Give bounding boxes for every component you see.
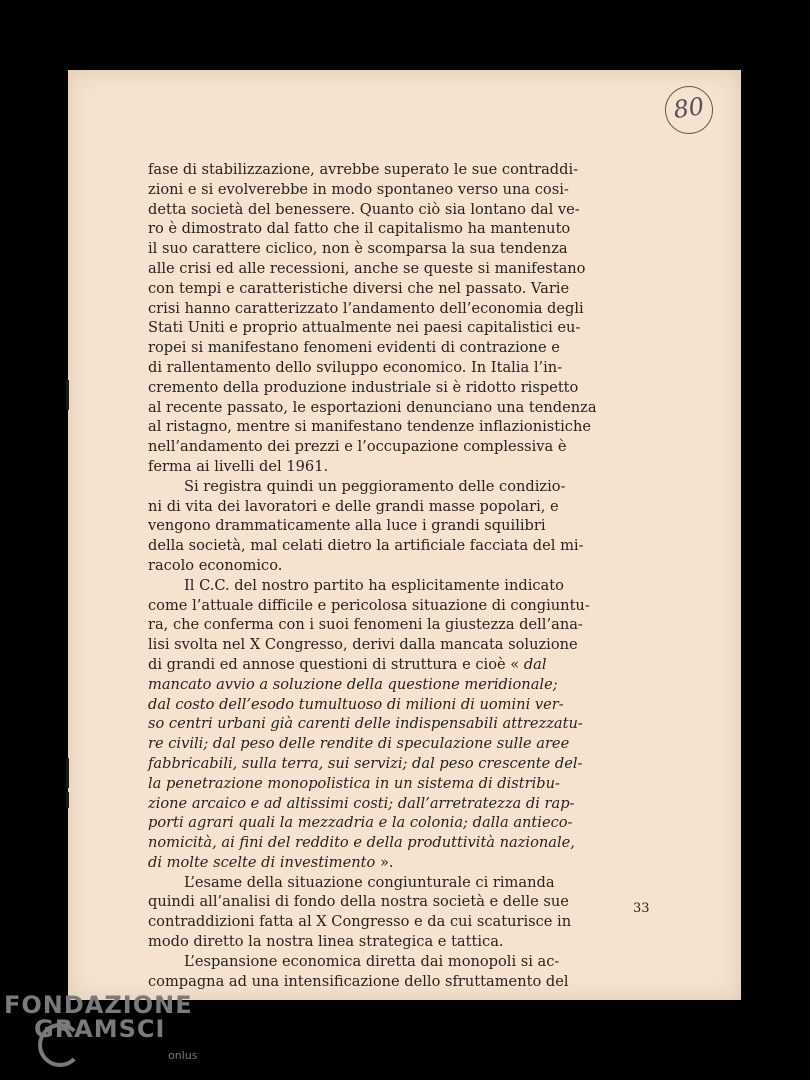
fondazione-gramsci-logo: [4, 991, 234, 1076]
text-line: di rallentamento dello sviluppo economico. In Italia l’in-: [148, 358, 563, 376]
text-line: [148, 853, 544, 873]
text-line-roman-part: ».: [379, 853, 394, 871]
text-line: il suo carattere ciclico, non è scomparsa la sua tendenza: [148, 240, 568, 258]
text-line: [148, 655, 547, 675]
text-line: Il C.C. del nostro partito ha esplicitamente indicato: [184, 576, 564, 594]
text-line: al ristagno, mentre si manifestano tendenze inflazionistiche: [148, 418, 592, 436]
text-line: Stati Uniti e proprio attualmente nei paesi capitalistici eu-: [148, 319, 581, 337]
binding-mark: [66, 758, 69, 788]
text-line: ropei si manifestano fenomeni evidenti di contrazione e: [148, 339, 560, 357]
text-line: L’espansione economica diretta dai monopoli si ac-: [184, 952, 560, 970]
quoted-text-line: re civili; dal peso delle rendite di speculazione sulle aree: [148, 735, 570, 753]
quoted-text: dal: [523, 655, 547, 673]
text-line: detta società del benessere. Quanto ciò sia lontano dal ve-: [148, 200, 580, 218]
page-number: 33: [633, 901, 650, 916]
quoted-text-line: dal costo dell’esodo tumultuoso di milioni di uomini ver-: [148, 695, 564, 713]
text-line: quindi all’analisi di fondo della nostra società e delle sue: [148, 893, 569, 911]
quoted-text-line: so centri urbani già carenti delle indispensabili attrezzatu-: [148, 715, 583, 733]
text-line: fase di stabilizzazione, avrebbe superato le sue contraddi-: [148, 161, 579, 178]
text-line: con tempi e caratteristiche diversi che nel passato. Varie: [148, 279, 570, 297]
text-line: ni di vita dei lavoratori e delle grandi masse popolari, e: [148, 497, 559, 515]
logo-text: FONDAZIONE: [4, 991, 193, 1019]
quoted-text-line: fabbricabili, sulla terra, sui servizi; dal peso crescente del-: [148, 754, 583, 772]
text-line: alle crisi ed alle recessioni, anche se queste si manifestano: [148, 259, 586, 277]
text-line: al recente passato, le esportazioni denunciano una tendenza: [148, 398, 597, 416]
text-line: crisi hanno caratterizzato l’andamento dell’economia degli: [148, 299, 584, 317]
quoted-text-line: la penetrazione monopolistica in un sistema di distribu-: [148, 774, 560, 792]
text-line: contraddizioni fatta al X Congresso e da cui scaturisce in: [148, 913, 572, 931]
quoted-text: di molte scelte di investimento: [148, 853, 376, 871]
text-line: zioni e si evolverebbe in modo spontaneo verso una cosi-: [148, 180, 569, 198]
text-line: vengono drammaticamente alla luce i grandi squilibri: [148, 517, 546, 535]
text-line: ro è dimostrato dal fatto che il capitalismo ha mantenuto: [148, 220, 571, 238]
text-line: lisi svolta nel X Congresso, derivi dalla mancata soluzione: [148, 636, 578, 654]
text-line: racolo economico.: [148, 556, 283, 574]
quoted-text-line: porti agrari quali la mezzadria e la colonia; dalla antieco-: [148, 814, 573, 832]
text-line: cremento della produzione industriale si è ridotto rispetto: [148, 378, 579, 396]
text-line: L’esame della situazione congiunturale ci rimanda: [184, 873, 555, 891]
logo-subtext: onlus: [168, 1049, 198, 1062]
quoted-text-line: nomicità, ai fini del reddito e della produttività nazionale,: [148, 834, 575, 852]
text-line: ra, che conferma con i suoi fenomeni la giustezza dell’ana-: [148, 616, 583, 634]
text-line: nell’andamento dei prezzi e l’occupazione complessiva è: [148, 438, 567, 456]
binding-mark: [66, 380, 69, 410]
logo-text: GRAMSCI: [34, 1015, 166, 1043]
text-line: come l’attuale difficile e pericolosa situazione di congiuntu-: [148, 596, 590, 614]
archive-number: 80: [671, 92, 706, 125]
quoted-text-line: mancato avvio a soluzione della questione meridionale;: [148, 675, 558, 693]
binding-mark: [66, 792, 69, 808]
body-text: [148, 160, 597, 991]
text-line: compagna ad una intensificazione dello sfruttamento del: [148, 972, 569, 990]
text-line: ferma ai livelli del 1961.: [148, 457, 329, 475]
text-line: della società, mal celati dietro la artificiale facciata del mi-: [148, 537, 584, 555]
text-line: modo diretto la nostra linea strategica e tattica.: [148, 933, 504, 951]
text-line-roman-part: di grandi ed annose questioni di struttura e cioè «: [148, 655, 520, 673]
quoted-text-line: zione arcaico e ad altissimi costi; dall’arretratezza di rap-: [148, 794, 575, 812]
text-line: Si registra quindi un peggioramento delle condizio-: [184, 477, 566, 495]
